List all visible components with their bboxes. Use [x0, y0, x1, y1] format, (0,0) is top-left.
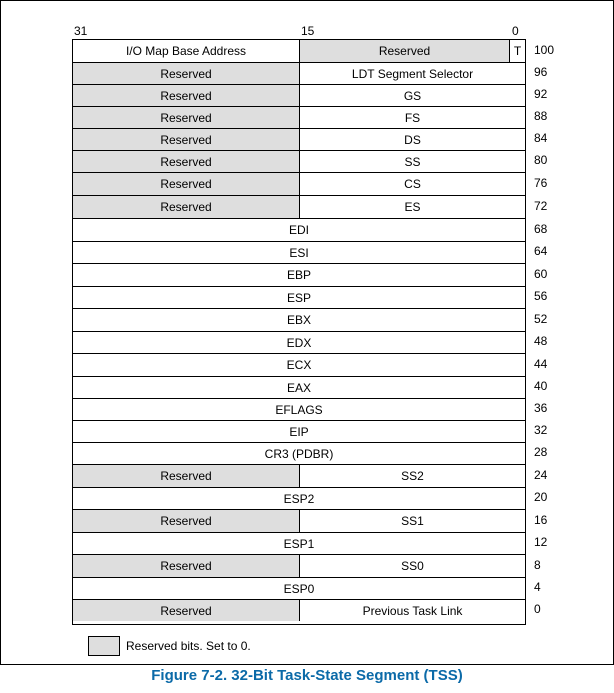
tss-row [73, 106, 525, 128]
offset-label: 92 [534, 87, 548, 101]
offset-label: 60 [534, 267, 548, 281]
tss-row [73, 577, 525, 599]
selector-field: SS [404, 154, 421, 169]
register-field: ESP1 [283, 536, 315, 551]
selector-field: ES [404, 200, 421, 214]
tss-row [73, 487, 525, 509]
offset-label: 64 [534, 244, 548, 258]
offset-label: 24 [534, 468, 548, 482]
reserved-field: Reserved [73, 600, 300, 621]
tss-row [73, 464, 525, 487]
register-field: EDI [288, 223, 309, 237]
tss-row [73, 128, 525, 150]
register-field: EFLAGS [275, 402, 323, 417]
selector-field: DS [404, 132, 421, 147]
reserved-field: Reserved [73, 196, 300, 218]
tss-row [73, 218, 525, 241]
offset-label: 32 [534, 423, 548, 437]
bit-label-15: 15 [301, 24, 315, 38]
offset-label: 40 [534, 379, 548, 393]
legend-text: Reserved bits. Set to 0. [126, 639, 251, 653]
tss-row [73, 599, 525, 621]
offset-label: 36 [534, 401, 548, 415]
bit-label-0: 0 [512, 24, 519, 38]
tss-row [73, 376, 525, 398]
tss-row [73, 263, 525, 286]
register-field: EIP [289, 424, 309, 439]
offset-label: 28 [534, 445, 548, 459]
trap-bit-field: T [509, 40, 525, 62]
tss-row [73, 509, 525, 532]
register-field: EDX [286, 335, 312, 350]
register-field: EBP [286, 268, 311, 282]
reserved-field: Reserved [73, 107, 300, 128]
bit-label-31: 31 [74, 24, 88, 38]
register-field: CR3 (PDBR) [264, 446, 334, 461]
reserved-field: Reserved [73, 465, 300, 487]
tss-row [73, 353, 525, 376]
offset-label: 68 [534, 222, 548, 236]
offset-label: 76 [534, 176, 548, 190]
reserved-field: Reserved [300, 40, 509, 62]
offset-label: 84 [534, 131, 548, 145]
register-field: EAX [286, 380, 311, 395]
legend-swatch [88, 636, 120, 656]
offset-label: 88 [534, 109, 548, 123]
tss-row [73, 195, 525, 218]
register-field: ESP [286, 290, 311, 305]
tss-row [73, 554, 525, 577]
selector-field: SS1 [401, 514, 424, 528]
offset-label: 80 [534, 153, 548, 167]
reserved-field: Reserved [73, 510, 300, 532]
offset-label: 20 [534, 490, 548, 504]
selector-field: SS2 [401, 469, 424, 483]
offset-label: 48 [534, 334, 548, 348]
tss-row [73, 420, 525, 442]
reserved-field: Reserved [73, 555, 300, 577]
tss-table [72, 39, 526, 625]
tss-row [73, 532, 525, 554]
offset-label: 12 [534, 535, 548, 549]
offset-label: 72 [534, 199, 548, 213]
offset-label: 16 [534, 513, 548, 527]
reserved-field: Reserved [73, 63, 300, 84]
tss-row [73, 40, 525, 62]
tss-row [73, 62, 525, 84]
tss-row [73, 241, 525, 263]
selector-field: GS [403, 88, 422, 103]
register-field: ECX [286, 358, 312, 372]
offset-label: 52 [534, 312, 548, 326]
register-field: ESP0 [283, 581, 315, 596]
offset-label: 96 [534, 65, 548, 79]
offset-label: 8 [534, 558, 541, 572]
offset-label: 44 [534, 357, 548, 371]
register-field: EBX [286, 313, 311, 327]
reserved-field: Reserved [73, 129, 300, 150]
reserved-field: Reserved [73, 151, 300, 172]
io-map-base-field: I/O Map Base Address [73, 40, 300, 62]
tss-row [73, 172, 525, 195]
selector-field: SS0 [401, 559, 424, 573]
selector-field: FS [404, 110, 421, 125]
tss-row [73, 398, 525, 420]
offset-label: 0 [534, 602, 541, 616]
selector-field: LDT Segment Selector [351, 66, 474, 81]
selector-field: Previous Task Link [362, 603, 463, 618]
reserved-field: Reserved [73, 173, 300, 195]
tss-row [73, 308, 525, 331]
offset-label: 4 [534, 580, 541, 594]
selector-field: CS [404, 177, 421, 191]
tss-row [73, 84, 525, 106]
tss-row [73, 442, 525, 464]
register-field: ESP2 [283, 491, 315, 506]
register-field: ESI [289, 245, 309, 260]
reserved-field: Reserved [73, 85, 300, 106]
tss-row [73, 331, 525, 353]
offset-label: 100 [534, 43, 555, 57]
tss-row [73, 286, 525, 308]
tss-row [73, 150, 525, 172]
offset-label: 56 [534, 289, 548, 303]
figure-caption: Figure 7-2. 32-Bit Task-State Segment (TSS) [151, 667, 463, 684]
